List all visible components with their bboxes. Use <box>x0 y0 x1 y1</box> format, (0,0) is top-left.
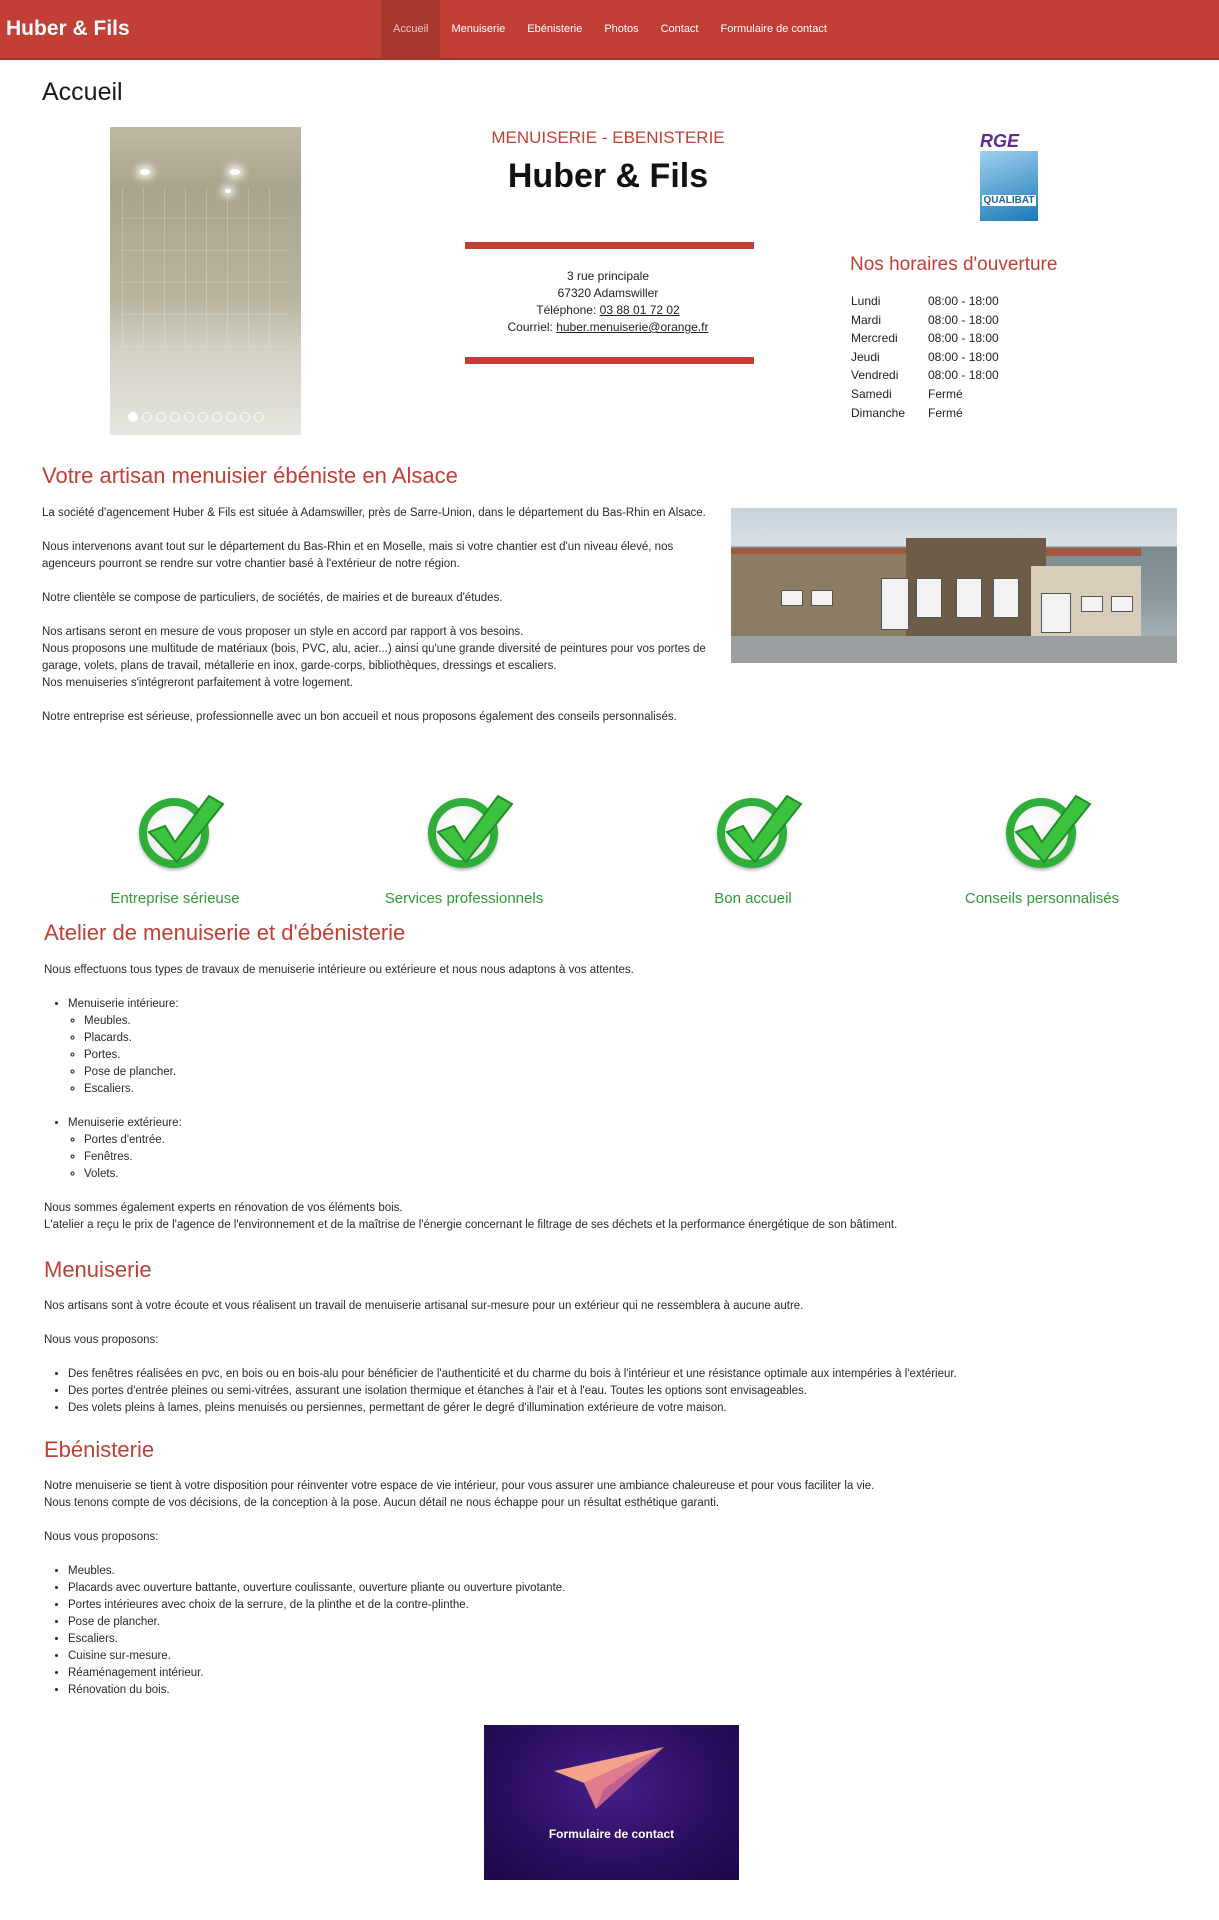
feature-label: Entreprise sérieuse <box>110 890 240 907</box>
carousel-slide-image <box>122 187 289 347</box>
site-brand[interactable]: Huber & Fils <box>6 17 130 40</box>
carousel-dot[interactable] <box>240 412 250 422</box>
green-check-icon <box>135 790 215 870</box>
hours-time: Fermé <box>928 386 963 401</box>
list-item-label: Menuiserie intérieure: <box>68 998 179 1010</box>
atelier-list <box>44 996 1174 1183</box>
nav-item-menuiserie[interactable]: Menuiserie <box>451 23 506 35</box>
paper-plane-icon <box>484 1725 739 1825</box>
photo-window <box>993 578 1019 618</box>
photo-window <box>956 578 982 618</box>
hours-day: Dimanche <box>851 405 906 420</box>
hours-time: 08:00 - 18:00 <box>928 312 999 327</box>
ceiling-light-icon <box>230 169 240 175</box>
email-link[interactable]: huber.menuiserie@orange.fr <box>556 320 709 334</box>
page-title: Accueil <box>42 78 123 106</box>
hours-row <box>851 406 999 425</box>
list-item: • Meubles. <box>68 1563 1174 1580</box>
feature-item <box>364 790 564 907</box>
hours-day: Mardi <box>851 312 882 327</box>
photo-door <box>1041 593 1071 633</box>
nav-item-formulaire[interactable]: Formulaire de contact <box>720 23 827 35</box>
hours-title: Nos horaires d'ouverture <box>850 254 1058 275</box>
main-nav <box>381 0 838 60</box>
ebenisterie-paragraph: Nous vous proposons: <box>44 1531 159 1543</box>
intro-paragraph: Nos menuiseries s'intégreront parfaitement à votre logement. <box>42 677 353 689</box>
menuiserie-text <box>44 1298 1174 1417</box>
green-check-icon <box>424 790 504 870</box>
photo-window <box>1081 596 1103 612</box>
atelier-heading: Atelier de menuiserie et d'ébénisterie <box>44 920 406 945</box>
ebenisterie-text <box>44 1478 1174 1699</box>
hours-day: Jeudi <box>851 349 880 364</box>
list-item <box>68 996 1174 1098</box>
list-item: ◦ Fenêtres. <box>84 1149 1174 1166</box>
list-item: ◦ Escaliers. <box>84 1081 1174 1098</box>
email-label: Courriel: <box>507 320 557 334</box>
atelier-outro: Nous sommes également experts en rénovation de vos éléments bois. <box>44 1202 403 1214</box>
carousel-dot[interactable] <box>212 412 222 422</box>
rge-qualibat-logo <box>976 131 1042 223</box>
photo-door <box>881 578 909 630</box>
intro-heading: Votre artisan menuisier ébéniste en Alsace <box>42 463 458 488</box>
list-item: ◦ Meubles. <box>84 1013 1174 1030</box>
list-item: • Des portes d'entrée pleines ou semi-vitrées, assurant une isolation thermique et étanches à l'air et à l'eau. Toutes les options sont envisageables. <box>68 1383 1174 1400</box>
list-item: ◦ Volets. <box>84 1166 1174 1183</box>
hours-time: Fermé <box>928 405 963 420</box>
photo-window <box>1111 596 1133 612</box>
image-carousel[interactable] <box>110 127 301 435</box>
hours-row <box>851 350 999 369</box>
hours-time: 08:00 - 18:00 <box>928 368 999 383</box>
company-address <box>408 268 808 336</box>
hours-row <box>851 331 999 350</box>
carousel-indicators <box>128 412 264 422</box>
list-item: ◦ Pose de plancher. <box>84 1064 1174 1081</box>
hours-row <box>851 313 999 332</box>
menuiserie-paragraph: Nos artisans sont à votre écoute et vous réalisent un travail de menuiserie artisanal sur-mesure pour un extérieur qui ne ressemblera à aucune autre. <box>44 1300 804 1312</box>
sub-list <box>68 1132 1174 1183</box>
ebenisterie-list <box>44 1563 1174 1699</box>
photo-ground <box>731 636 1177 663</box>
list-item <box>68 1115 1174 1183</box>
intro-paragraph: La société d'agencement Huber & Fils est située à Adamswiller, près de Sarre-Union, dans le département du Bas-Rhin en Alsace. <box>42 507 706 519</box>
hours-row <box>851 294 999 313</box>
email-line <box>408 319 808 336</box>
address-city: 67320 Adamswiller <box>557 286 659 300</box>
phone-link[interactable]: 03 88 01 72 02 <box>599 303 680 317</box>
atelier-text <box>44 962 1174 1234</box>
list-item: • Réaménagement intérieur. <box>68 1665 1174 1682</box>
qualibat-building-icon <box>980 151 1038 221</box>
carousel-dot[interactable] <box>184 412 194 422</box>
photo-window <box>811 590 833 606</box>
hours-time: 08:00 - 18:00 <box>928 294 999 308</box>
divider-top <box>465 242 754 249</box>
hours-row <box>851 368 999 387</box>
list-item: • Cuisine sur-mesure. <box>68 1648 1174 1665</box>
contact-form-banner-label: Formulaire de contact <box>548 1827 675 1841</box>
intro-paragraph: Nos artisans seront en mesure de vous proposer un style en accord par rapport à vos besoins. <box>42 626 524 638</box>
list-item: • Portes intérieures avec choix de la serrure, de la plinthe et de la contre-plinthe. <box>68 1597 1174 1614</box>
list-item: • Escaliers. <box>68 1631 1174 1648</box>
hours-time: 08:00 - 18:00 <box>928 331 999 346</box>
carousel-dot[interactable] <box>128 412 138 422</box>
green-check-icon <box>1002 790 1082 870</box>
photo-window <box>781 590 803 606</box>
company-subtitle: MENUISERIE - EBENISTERIE <box>491 128 725 147</box>
nav-item-photos[interactable]: Photos <box>604 23 639 35</box>
top-navbar <box>0 0 1219 60</box>
list-item: ◦ Portes. <box>84 1047 1174 1064</box>
atelier-outro: L'atelier a reçu le prix de l'agence de l'environnement et de la maîtrise de l'énergie concernant le filtrage de ses déchets et la performance énergétique de son bâtiment. <box>44 1219 898 1231</box>
hours-day: Vendredi <box>851 368 899 383</box>
hours-day: Lundi <box>851 294 881 308</box>
feature-item <box>75 790 275 907</box>
rge-logo-text: RGE <box>980 131 1020 151</box>
menuiserie-paragraph: Nous vous proposons: <box>44 1334 159 1346</box>
list-item: • Placards avec ouverture battante, ouverture coulissante, ouverture pliante ou ouverture pivotante. <box>68 1580 1174 1597</box>
ebenisterie-heading: Ebénisterie <box>44 1437 155 1462</box>
photo-window <box>916 578 942 618</box>
list-item: • Pose de plancher. <box>68 1614 1174 1631</box>
hours-time: 08:00 - 18:00 <box>928 349 999 364</box>
carousel-dot[interactable] <box>198 412 208 422</box>
qualibat-logo-text: QUALIBAT <box>983 195 1035 206</box>
menuiserie-list <box>44 1366 1174 1417</box>
list-item: • Rénovation du bois. <box>68 1682 1174 1699</box>
feature-item <box>942 790 1142 907</box>
address-street: 3 rue principale <box>566 269 650 283</box>
intro-paragraph: Nous proposons une multitude de matériaux (bois, PVC, alu, acier...) ainsi qu'une grande diversité de peintures pour vos portes de garage, volets, plans de travail, métallerie en inox, garde-corps, bibliothèques, dressings et escaliers. <box>42 643 706 672</box>
nav-item-accueil[interactable]: Accueil <box>381 0 440 60</box>
nav-item-ebenisterie[interactable]: Ebénisterie <box>527 23 583 35</box>
sub-list <box>68 1013 1174 1098</box>
feature-label: Services professionnels <box>384 890 544 907</box>
divider-bottom <box>465 357 754 364</box>
carousel-dot[interactable] <box>142 412 152 422</box>
ceiling-light-icon <box>140 169 150 175</box>
phone-label: Téléphone: <box>536 303 600 317</box>
company-name: Huber & Fils <box>507 157 709 195</box>
intro-paragraph: Nous intervenons avant tout sur le département du Bas-Rhin et en Moselle, mais si votre chantier est d'un niveau élevé, nos agenceurs pourront se rendre sur votre chantier basé à l'extérieur de notre région. <box>42 541 674 570</box>
carousel-dot[interactable] <box>226 412 236 422</box>
phone-line <box>408 302 808 319</box>
menuiserie-heading: Menuiserie <box>44 1257 152 1282</box>
green-check-icon <box>713 790 793 870</box>
list-item-label: Menuiserie extérieure: <box>68 1117 182 1129</box>
hours-row <box>851 387 999 406</box>
hours-day: Mercredi <box>851 331 898 346</box>
list-item: • Des volets pleins à lames, pleins menuisés ou persiennes, permettant de gérer le degré d'illumination extérieure de votre maison. <box>68 1400 1174 1417</box>
ebenisterie-paragraph: Nous tenons compte de vos décisions, de la conception à la pose. Aucun détail ne nous échappe pour un résultat esthétique garanti. <box>44 1497 720 1509</box>
feature-label: Bon accueil <box>714 890 792 907</box>
contact-form-banner[interactable] <box>484 1725 739 1880</box>
intro-text <box>42 505 707 726</box>
hours-table <box>851 294 999 424</box>
intro-paragraph: Notre entreprise est sérieuse, professionnelle avec un bon accueil et nous proposons également des conseils personnalisés. <box>42 711 677 723</box>
ebenisterie-paragraph: Notre menuiserie se tient à votre disposition pour réinventer votre espace de vie intérieur, pour vous assurer une ambiance chaleureuse et pour vous faciliter la vie. <box>44 1480 875 1492</box>
carousel-dot[interactable] <box>156 412 166 422</box>
hours-day: Samedi <box>851 386 892 401</box>
intro-paragraph: Notre clientèle se compose de particuliers, de sociétés, de mairies et de bureaux d'études. <box>42 592 503 604</box>
carousel-dot[interactable] <box>170 412 180 422</box>
feature-item <box>653 790 853 907</box>
workshop-building-photo <box>731 508 1177 663</box>
nav-item-contact[interactable]: Contact <box>660 23 699 35</box>
carousel-dot[interactable] <box>254 412 264 422</box>
feature-label: Conseils personnalisés <box>964 890 1120 907</box>
list-item: ◦ Placards. <box>84 1030 1174 1047</box>
list-item: ◦ Portes d'entrée. <box>84 1132 1174 1149</box>
list-item: • Des fenêtres réalisées en pvc, en bois ou en bois-alu pour bénéficier de l'authenticité et du charme du bois à l'intérieur et une résistance optimale aux intempéries à l'extérieur. <box>68 1366 1174 1383</box>
atelier-intro: Nous effectuons tous types de travaux de menuiserie intérieure ou extérieure et nous nous adaptons à vos attentes. <box>44 964 634 976</box>
